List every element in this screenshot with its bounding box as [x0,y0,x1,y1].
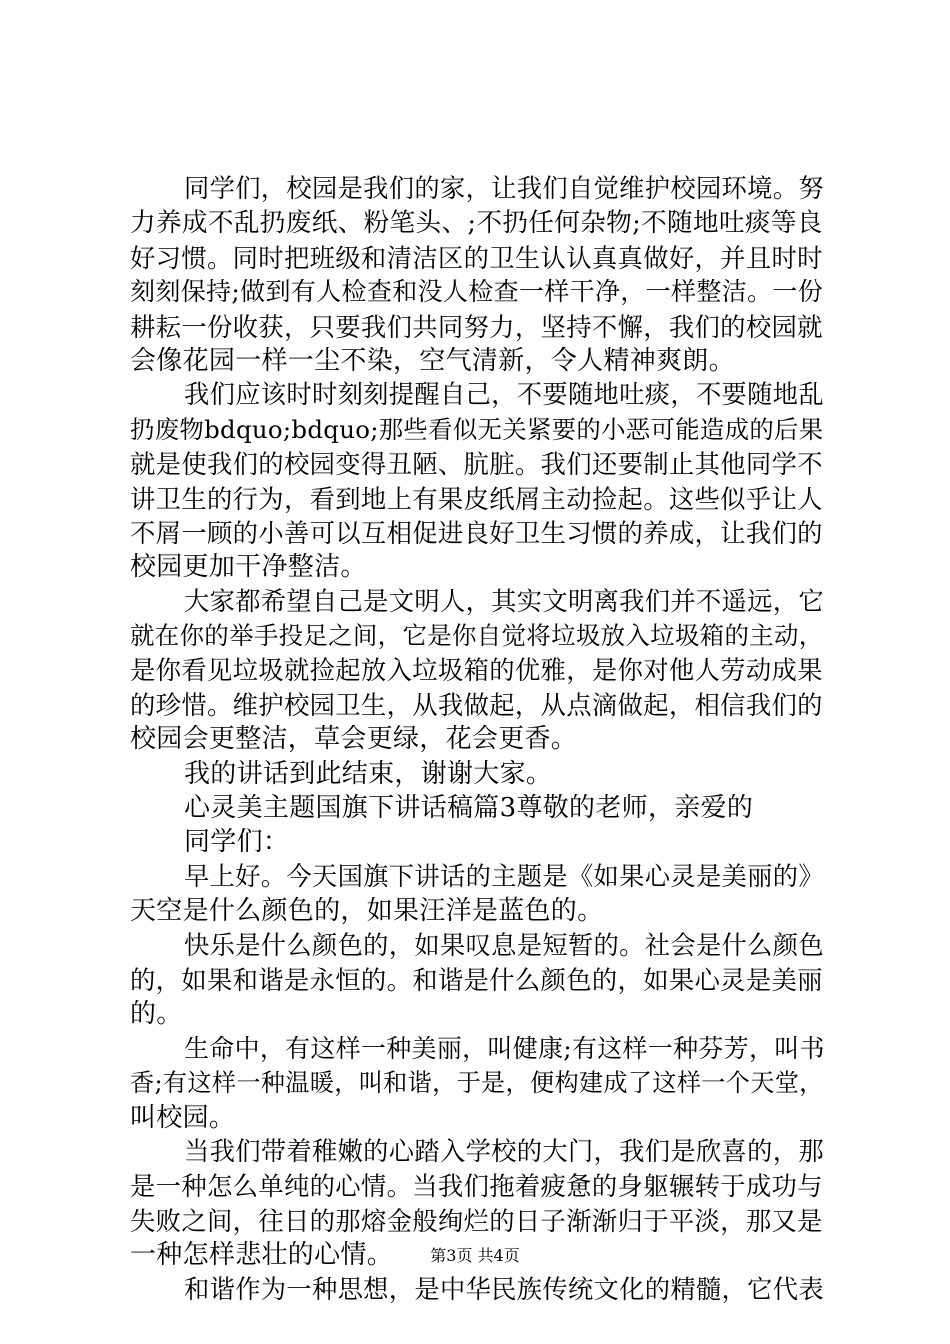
text-line: 不屑一顾的小善可以互相促进良好卫生习惯的养成，让我们的 [130,517,823,548]
text-line: 失败之间，往日的那熔金般绚烂的日子渐渐归于平淡，那又是 [130,1205,823,1236]
text-line: 好习惯。同时把班级和清洁区的卫生认认真真做好，并且时时 [130,242,823,273]
text-line: 是你看见垃圾就捡起放入垃圾箱的优雅，是你对他人劳动成果 [130,655,823,686]
text-line: 当我们带着稚嫩的心踏入学校的大门，我们是欣喜的，那 [184,1136,824,1166]
text-line: 耕耘一份收获，只要我们共同努力，坚持不懈，我们的校园就 [130,311,823,342]
text-line: 会像花园一样一尘不染，空气清新，令人精神爽朗。 [130,345,735,376]
text-line: 就是使我们的校园变得丑陋、肮脏。我们还要制止其他同学不 [130,449,823,480]
text-line: 的。 [130,999,183,1030]
text-line: 的珍惜。维护校园卫生，从我做起，从点滴做起，相信我们的 [130,689,823,720]
text-line: 同学们，校园是我们的家，让我们自觉维护校园环境。努 [184,174,824,203]
text-line: 快乐是什么颜色的，如果叹息是短暂的。社会是什么颜色 [184,930,824,960]
text-line: 香;有这样一种温暖，叫和谐，于是，便构建成了这样一个天堂， [130,1069,824,1098]
text-line: 就在你的举手投足之间，它是你自觉将垃圾放入垃圾箱的主动， [130,621,824,651]
text-line: 天空是什么颜色的，如果汪洋是蓝色的。 [130,896,604,927]
text-line: 一种怎样悲壮的心情。 [130,1240,394,1271]
text-line: 叫校园。 [130,1102,236,1133]
text-line: 校园更加干净整洁。 [130,552,367,583]
text-line: 是一种怎么单纯的心情。当我们拖着疲惫的身躯辗转于成功与 [130,1171,823,1202]
text-line: 扔废物bdquo;bdquo;那些看似无关紧要的小恶可能造成的后果 [130,414,824,444]
text-line: 我的讲话到此结束，谢谢大家。 [184,758,553,789]
text-line: 的，如果和谐是永恒的。和谐是什么颜色的，如果心灵是美丽 [130,964,823,995]
text-line: 刻刻保持;做到有人检查和没人检查一样干净，一样整洁。一份 [130,277,824,307]
text-line: 讲卫生的行为，看到地上有果皮纸屑主动捡起。这些似乎让人 [130,483,823,514]
text-line: 心灵美主题国旗下讲话稿篇3尊敬的老师，亲爱的 [184,793,754,824]
text-line: 力养成不乱扔废纸、粉笔头、;不扔任何杂物;不随地吐痰等良 [130,208,823,239]
text-line: 校园会更整洁，草会更绿，花会更香。 [130,724,578,755]
text-line: 生命中，有这样一种美丽，叫健康;有这样一种芬芳，叫书 [184,1033,825,1063]
text-line: 大家都希望自己是文明人，其实文明离我们并不遥远，它 [184,586,824,616]
body-text [130,172,830,1307]
text-line: 和谐作为一种思想，是中华民族传统文化的精髓，它代表 [184,1274,824,1304]
text-line: 同学们： [184,827,290,858]
text-line: 我们应该时时刻刻提醒自己，不要随地吐痰，不要随地乱 [184,380,824,410]
text-line: 早上好。今天国旗下讲话的主题是《如果心灵是美丽的》 [184,861,824,891]
page-footer: 第3页 共4页 [430,1246,520,1265]
